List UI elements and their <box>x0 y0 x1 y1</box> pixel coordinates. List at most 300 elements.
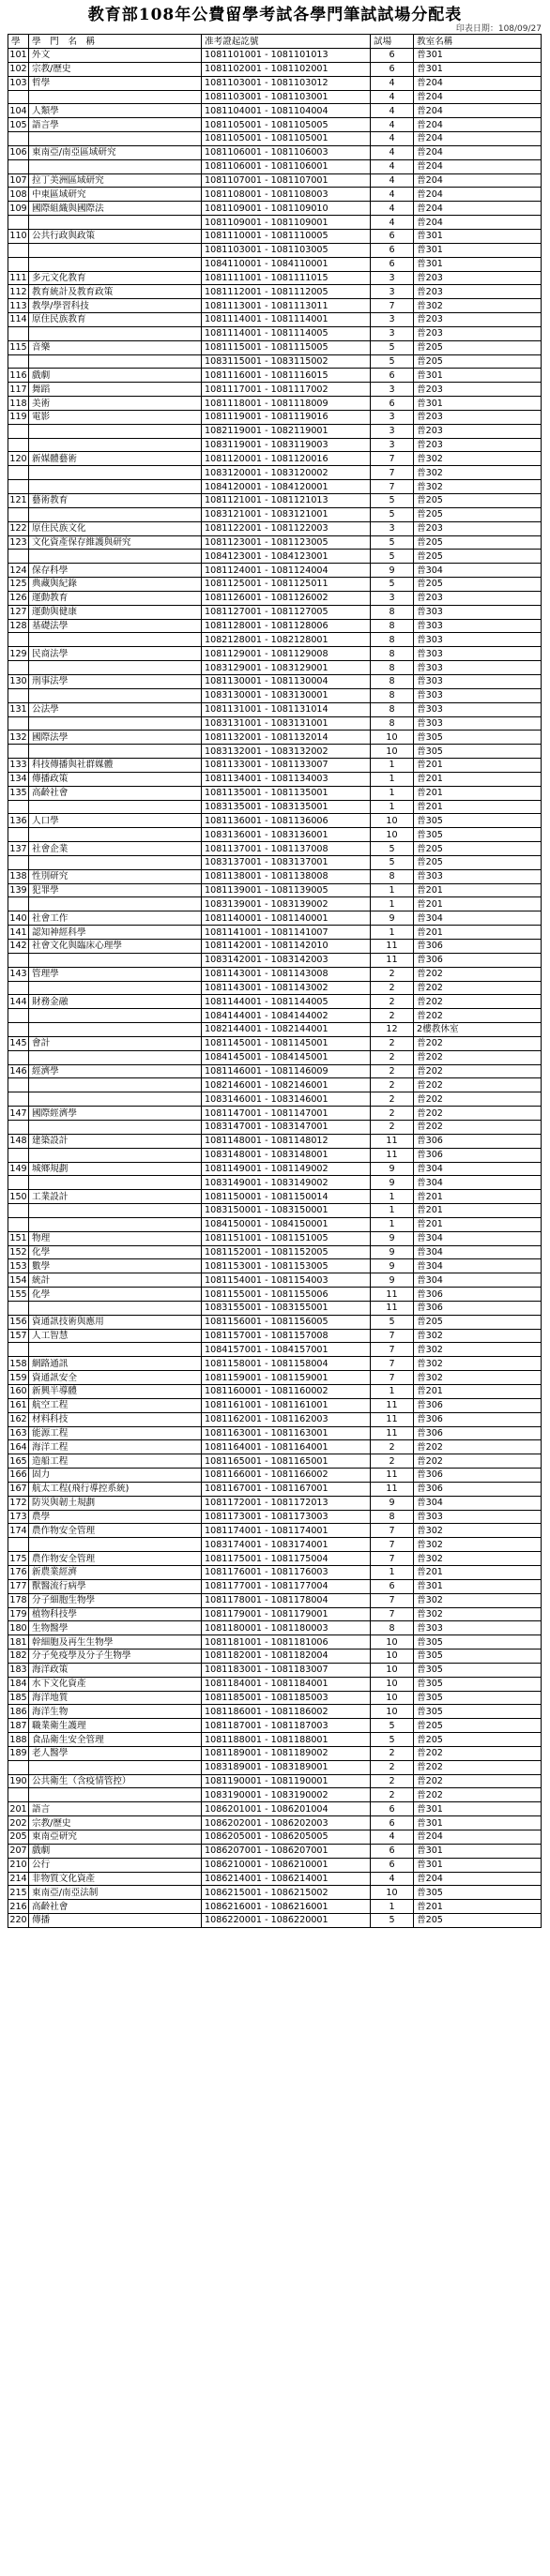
cell-session: 4 <box>371 202 414 216</box>
cell-code: 119 <box>9 412 27 423</box>
cell-code: 154 <box>9 1274 27 1286</box>
cell-room: 普201 <box>414 786 542 800</box>
cell-session: 3 <box>371 521 414 535</box>
table-row <box>8 1426 542 1440</box>
cell-code <box>8 132 29 146</box>
cell-room: 普201 <box>414 1385 542 1399</box>
cell-code <box>8 1538 29 1552</box>
table-row <box>8 1064 542 1078</box>
cell-code: 186 <box>9 1706 27 1717</box>
table-row <box>8 480 542 494</box>
cell-range: 1081187001 - 1081187003 <box>202 1719 371 1733</box>
cell-session: 5 <box>371 494 414 508</box>
cell-session: 2 <box>371 1078 414 1092</box>
cell-code: 145 <box>9 1038 27 1049</box>
cell-range: 1081106001 - 1081106003 <box>202 145 371 159</box>
cell-room: 普301 <box>414 243 542 257</box>
cell-range: 1081111001 - 1081111015 <box>202 271 371 285</box>
cell-room: 普303 <box>414 605 542 619</box>
cell-code <box>8 716 29 731</box>
cell-room: 普203 <box>414 326 542 340</box>
cell-session: 7 <box>371 1552 414 1566</box>
cell-room: 普204 <box>414 132 542 146</box>
cell-name: 材料科技 <box>29 1412 202 1426</box>
cell-code <box>8 159 29 173</box>
cell-code: 114 <box>9 314 27 325</box>
cell-room: 普306 <box>414 1412 542 1426</box>
cell-range: 1084144001 - 1084144002 <box>202 1009 371 1023</box>
cell-code: 167 <box>9 1484 27 1495</box>
cell-range: 1081114001 - 1081114001 <box>202 313 371 327</box>
cell-code <box>8 1023 29 1037</box>
cell-range: 1081133001 - 1081133007 <box>202 759 371 773</box>
cell-range: 1083129001 - 1083129001 <box>202 661 371 675</box>
cell-range: 1081165001 - 1081165001 <box>202 1454 371 1469</box>
table-row <box>8 940 542 954</box>
cell-room: 普302 <box>414 1371 542 1385</box>
table-row <box>8 869 542 883</box>
cell-range: 1081167001 - 1081167001 <box>202 1482 371 1496</box>
cell-code <box>8 1092 29 1107</box>
cell-range: 1086215001 - 1086215002 <box>202 1886 371 1900</box>
cell-room: 普302 <box>414 1343 542 1357</box>
table-row <box>8 340 542 354</box>
cell-room: 普304 <box>414 1273 542 1288</box>
cell-range: 1081142001 - 1081142010 <box>202 940 371 954</box>
cell-session: 5 <box>371 354 414 369</box>
cell-room: 普202 <box>414 1454 542 1469</box>
cell-room: 普203 <box>414 591 542 605</box>
cell-name: 人類學 <box>29 104 202 118</box>
cell-range: 1081105001 - 1081105005 <box>202 118 371 132</box>
cell-code: 135 <box>9 788 27 799</box>
table-row <box>8 1245 542 1259</box>
table-row <box>8 1398 542 1412</box>
print-date-label: 印表日期： <box>455 24 498 34</box>
cell-code: 172 <box>9 1498 27 1509</box>
cell-name: 原住民族文化 <box>29 521 202 535</box>
cell-room: 普302 <box>414 1607 542 1621</box>
cell-session: 7 <box>371 1329 414 1343</box>
cell-room: 普306 <box>414 1398 542 1412</box>
cell-range: 1084110001 - 1084110001 <box>202 257 371 271</box>
cell-session: 6 <box>371 1802 414 1816</box>
cell-code: 152 <box>9 1246 27 1258</box>
table-row <box>8 285 542 299</box>
cell-range: 1083147001 - 1083147001 <box>202 1120 371 1134</box>
table-row <box>8 564 542 578</box>
cell-code: 182 <box>9 1650 27 1662</box>
cell-name: 原住民族教育 <box>29 313 202 327</box>
cell-session: 5 <box>371 340 414 354</box>
cell-name: 刑事法學 <box>29 674 202 688</box>
cell-range: 1083135001 - 1083135001 <box>202 800 371 814</box>
cell-room: 普305 <box>414 1677 542 1691</box>
cell-code: 178 <box>9 1595 27 1606</box>
cell-name: 國際組織與國際法 <box>29 202 202 216</box>
cell-name: 社會企業 <box>29 842 202 856</box>
table-row <box>8 1607 542 1621</box>
cell-range: 1083119001 - 1083119003 <box>202 438 371 452</box>
cell-room: 普202 <box>414 1746 542 1760</box>
cell-range: 1081101001 - 1081101013 <box>202 49 371 63</box>
cell-name: 新媒體藝術 <box>29 452 202 466</box>
cell-range: 1081114001 - 1081114005 <box>202 326 371 340</box>
cell-name <box>29 745 202 759</box>
cell-session: 8 <box>371 619 414 633</box>
cell-code <box>8 981 29 995</box>
cell-room: 普201 <box>414 1190 542 1204</box>
table-row <box>8 1371 542 1385</box>
cell-session: 11 <box>371 1426 414 1440</box>
cell-range: 1083146001 - 1083146001 <box>202 1092 371 1107</box>
cell-range: 1082128001 - 1082128001 <box>202 633 371 647</box>
cell-range: 1081166001 - 1081166002 <box>202 1469 371 1483</box>
cell-code: 177 <box>9 1581 27 1592</box>
cell-code: 128 <box>9 621 27 632</box>
cell-name: 外文 <box>29 49 202 63</box>
cell-room: 普302 <box>414 1357 542 1371</box>
table-row <box>8 1705 542 1719</box>
cell-session: 7 <box>371 1357 414 1371</box>
table-row <box>8 271 542 285</box>
cell-session: 2 <box>371 1454 414 1469</box>
cell-room: 普202 <box>414 1064 542 1078</box>
cell-name: 水下文化資產 <box>29 1677 202 1691</box>
cell-range: 1084145001 - 1084145001 <box>202 1050 371 1064</box>
table-row <box>8 202 542 216</box>
cell-room: 普202 <box>414 1774 542 1788</box>
cell-session: 2 <box>371 967 414 981</box>
cell-range: 1081150001 - 1081150014 <box>202 1190 371 1204</box>
table-row <box>8 1078 542 1092</box>
cell-name: 農學 <box>29 1510 202 1524</box>
cell-code: 158 <box>9 1358 27 1369</box>
cell-room: 普204 <box>414 145 542 159</box>
cell-room: 普203 <box>414 521 542 535</box>
header-range: 准考證起訖號 <box>202 35 371 49</box>
cell-code: 129 <box>9 648 27 659</box>
cell-name: 統計 <box>29 1273 202 1288</box>
cell-session: 3 <box>371 383 414 397</box>
table-row <box>8 1148 542 1162</box>
cell-name: 海洋政策 <box>29 1663 202 1677</box>
cell-session: 3 <box>371 410 414 424</box>
table-row <box>8 1650 542 1664</box>
table-row <box>8 1050 542 1064</box>
cell-session: 10 <box>371 814 414 828</box>
cell-range: 1086207001 - 1086207001 <box>202 1844 371 1858</box>
cell-range: 1081161001 - 1081161001 <box>202 1398 371 1412</box>
cell-code: 121 <box>9 495 27 506</box>
cell-room: 2樓教休室 <box>414 1023 542 1037</box>
cell-range: 1081104001 - 1081104004 <box>202 104 371 118</box>
cell-name <box>29 688 202 702</box>
cell-name <box>29 132 202 146</box>
table-row <box>8 1343 542 1357</box>
cell-room: 普205 <box>414 1914 542 1928</box>
cell-code: 118 <box>9 398 27 409</box>
cell-session: 5 <box>371 507 414 521</box>
cell-session: 7 <box>371 452 414 466</box>
cell-room: 普305 <box>414 1691 542 1705</box>
cell-room: 普204 <box>414 202 542 216</box>
cell-code <box>8 1050 29 1064</box>
cell-range: 1081190001 - 1081190001 <box>202 1774 371 1788</box>
cell-session: 2 <box>371 1050 414 1064</box>
cell-room: 普202 <box>414 1036 542 1050</box>
cell-name: 管理學 <box>29 967 202 981</box>
cell-code <box>8 661 29 675</box>
cell-room: 普303 <box>414 633 542 647</box>
table-row <box>8 1412 542 1426</box>
cell-session: 6 <box>371 397 414 411</box>
cell-session: 11 <box>371 1398 414 1412</box>
table-row <box>8 1190 542 1204</box>
cell-room: 普202 <box>414 1078 542 1092</box>
cell-room: 普304 <box>414 1245 542 1259</box>
cell-session: 4 <box>371 188 414 202</box>
cell-session: 7 <box>371 1607 414 1621</box>
cell-room: 普303 <box>414 619 542 633</box>
table-row <box>8 1329 542 1343</box>
cell-range: 1081103001 - 1081103001 <box>202 90 371 104</box>
cell-code: 185 <box>9 1692 27 1703</box>
cell-room: 普204 <box>414 1872 542 1886</box>
table-row <box>8 173 542 188</box>
page-title: 教育部108年公費留學考試各學門筆試試場分配表 <box>87 6 463 24</box>
cell-name: 能源工程 <box>29 1426 202 1440</box>
cell-range: 1081132001 - 1081132014 <box>202 731 371 745</box>
cell-name <box>29 257 202 271</box>
cell-session: 5 <box>371 855 414 869</box>
table-row <box>8 1579 542 1593</box>
cell-room: 普204 <box>414 188 542 202</box>
cell-room: 普203 <box>414 438 542 452</box>
cell-name: 新興半導體 <box>29 1385 202 1399</box>
cell-session: 10 <box>371 1691 414 1705</box>
cell-range: 1081159001 - 1081159001 <box>202 1371 371 1385</box>
cell-code: 189 <box>9 1748 27 1759</box>
cell-session: 8 <box>371 688 414 702</box>
cell-session: 3 <box>371 591 414 605</box>
cell-name <box>29 1092 202 1107</box>
cell-room: 普304 <box>414 1496 542 1510</box>
cell-name: 造船工程 <box>29 1454 202 1469</box>
table-row <box>8 981 542 995</box>
cell-name: 語言學 <box>29 118 202 132</box>
cell-range: 1083142001 - 1083142003 <box>202 953 371 967</box>
cell-range: 1081113001 - 1081113011 <box>202 299 371 313</box>
cell-range: 1081184001 - 1081184001 <box>202 1677 371 1691</box>
cell-range: 1081135001 - 1081135001 <box>202 786 371 800</box>
cell-code: 101 <box>9 50 27 61</box>
cell-name <box>29 1788 202 1802</box>
cell-room: 普204 <box>414 173 542 188</box>
cell-name: 舞蹈 <box>29 383 202 397</box>
table-row <box>8 1023 542 1037</box>
cell-name: 宗教/歷史 <box>29 1816 202 1830</box>
cell-session: 1 <box>371 883 414 897</box>
cell-session: 10 <box>371 745 414 759</box>
cell-code: 137 <box>9 843 27 854</box>
cell-room: 普303 <box>414 702 542 716</box>
table-row <box>8 521 542 535</box>
cell-room: 普301 <box>414 397 542 411</box>
table-row <box>8 1482 542 1496</box>
cell-range: 1086210001 - 1086210001 <box>202 1858 371 1872</box>
cell-range: 1081173001 - 1081173003 <box>202 1510 371 1524</box>
table-row <box>8 661 542 675</box>
cell-range: 1083150001 - 1083150001 <box>202 1204 371 1218</box>
cell-range: 1081164001 - 1081164001 <box>202 1440 371 1454</box>
cell-name: 海洋生物 <box>29 1705 202 1719</box>
cell-code: 142 <box>9 941 27 952</box>
header-code: 學 <box>8 35 29 49</box>
cell-range: 1081189001 - 1081189002 <box>202 1746 371 1760</box>
cell-room: 普205 <box>414 842 542 856</box>
table-row <box>8 995 542 1009</box>
cell-name: 保存科學 <box>29 564 202 578</box>
cell-session: 7 <box>371 1593 414 1607</box>
cell-session: 6 <box>371 1816 414 1830</box>
cell-session: 5 <box>371 535 414 550</box>
cell-code <box>8 855 29 869</box>
cell-session: 11 <box>371 1301 414 1315</box>
table-row <box>8 800 542 814</box>
cell-code <box>8 438 29 452</box>
cell-session: 9 <box>371 1176 414 1190</box>
cell-code: 188 <box>9 1734 27 1745</box>
cell-range: 1081108001 - 1081108003 <box>202 188 371 202</box>
cell-code: 159 <box>9 1372 27 1383</box>
cell-name: 傳播 <box>29 1914 202 1928</box>
cell-code <box>8 1078 29 1092</box>
cell-range: 1081185001 - 1081185003 <box>202 1691 371 1705</box>
cell-range: 1081157001 - 1081157008 <box>202 1329 371 1343</box>
table-row <box>8 1301 542 1315</box>
cell-session: 5 <box>371 578 414 592</box>
cell-session: 4 <box>371 132 414 146</box>
cell-code: 113 <box>9 300 27 311</box>
cell-code <box>8 1788 29 1802</box>
cell-room: 普204 <box>414 1830 542 1845</box>
cell-range: 1086201001 - 1086201004 <box>202 1802 371 1816</box>
table-row <box>8 229 542 243</box>
cell-range: 1081152001 - 1081152005 <box>202 1245 371 1259</box>
cell-range: 1081154001 - 1081154003 <box>202 1273 371 1288</box>
cell-session: 8 <box>371 702 414 716</box>
cell-session: 1 <box>371 1204 414 1218</box>
table-row <box>8 145 542 159</box>
cell-name: 農作物安全管理 <box>29 1524 202 1538</box>
cell-range: 1081143001 - 1081143002 <box>202 981 371 995</box>
cell-code <box>8 1120 29 1134</box>
cell-session: 3 <box>371 424 414 438</box>
cell-session: 6 <box>371 1858 414 1872</box>
cell-session: 3 <box>371 326 414 340</box>
cell-name: 分子細胞生物學 <box>29 1593 202 1607</box>
cell-range: 1081121001 - 1081121013 <box>202 494 371 508</box>
cell-room: 普306 <box>414 1301 542 1315</box>
cell-session: 6 <box>371 1844 414 1858</box>
cell-name: 人口學 <box>29 814 202 828</box>
table-row <box>8 1858 542 1872</box>
cell-code: 176 <box>9 1567 27 1578</box>
table-row <box>8 118 542 132</box>
cell-room: 普205 <box>414 494 542 508</box>
cell-code: 157 <box>9 1331 27 1342</box>
cell-range: 1084123001 - 1084123001 <box>202 550 371 564</box>
cell-code: 148 <box>9 1136 27 1147</box>
cell-range: 1081146001 - 1081146009 <box>202 1064 371 1078</box>
cell-session: 7 <box>371 1371 414 1385</box>
cell-room: 普301 <box>414 49 542 63</box>
cell-name: 資通訊技術與應用 <box>29 1315 202 1329</box>
cell-code <box>8 1009 29 1023</box>
cell-room: 普301 <box>414 257 542 271</box>
table-row <box>8 674 542 688</box>
cell-range: 1083149001 - 1083149002 <box>202 1176 371 1190</box>
cell-session: 8 <box>371 674 414 688</box>
cell-room: 普305 <box>414 828 542 842</box>
cell-range: 1081175001 - 1081175004 <box>202 1552 371 1566</box>
cell-name: 基礎法學 <box>29 619 202 633</box>
cell-session: 11 <box>371 1482 414 1496</box>
cell-room: 普306 <box>414 1426 542 1440</box>
cell-code: 207 <box>9 1845 27 1857</box>
cell-name <box>29 550 202 564</box>
table-row <box>8 897 542 911</box>
cell-range: 1081186001 - 1081186002 <box>202 1705 371 1719</box>
cell-name <box>29 1050 202 1064</box>
cell-name: 公共行政與政策 <box>29 229 202 243</box>
cell-room: 普202 <box>414 1009 542 1023</box>
cell-session: 9 <box>371 1273 414 1288</box>
cell-session: 8 <box>371 661 414 675</box>
cell-session: 1 <box>371 786 414 800</box>
cell-room: 普304 <box>414 1259 542 1273</box>
cell-code: 180 <box>9 1622 27 1634</box>
cell-room: 普202 <box>414 995 542 1009</box>
table-row <box>8 1844 542 1858</box>
cell-range: 1083132001 - 1083132002 <box>202 745 371 759</box>
cell-name <box>29 1301 202 1315</box>
cell-room: 普203 <box>414 285 542 299</box>
cell-session: 1 <box>371 897 414 911</box>
cell-room: 普303 <box>414 647 542 661</box>
cell-room: 普205 <box>414 578 542 592</box>
table-row <box>8 1552 542 1566</box>
cell-name: 農作物安全管理 <box>29 1552 202 1566</box>
cell-code: 122 <box>9 523 27 535</box>
cell-name: 多元文化教育 <box>29 271 202 285</box>
cell-code: 138 <box>9 871 27 882</box>
cell-room: 普301 <box>414 1844 542 1858</box>
cell-name <box>29 1217 202 1231</box>
cell-code: 103 <box>9 78 27 89</box>
cell-session: 6 <box>371 243 414 257</box>
cell-session: 1 <box>371 1385 414 1399</box>
cell-session: 11 <box>371 1134 414 1148</box>
cell-range: 1081119001 - 1081119016 <box>202 410 371 424</box>
cell-range: 1083189001 - 1083189001 <box>202 1760 371 1774</box>
cell-code: 108 <box>9 188 27 200</box>
cell-range: 1081181001 - 1081181006 <box>202 1635 371 1650</box>
cell-code: 140 <box>9 912 27 924</box>
cell-range: 1081107001 - 1081107001 <box>202 173 371 188</box>
cell-range: 1081105001 - 1081105001 <box>202 132 371 146</box>
